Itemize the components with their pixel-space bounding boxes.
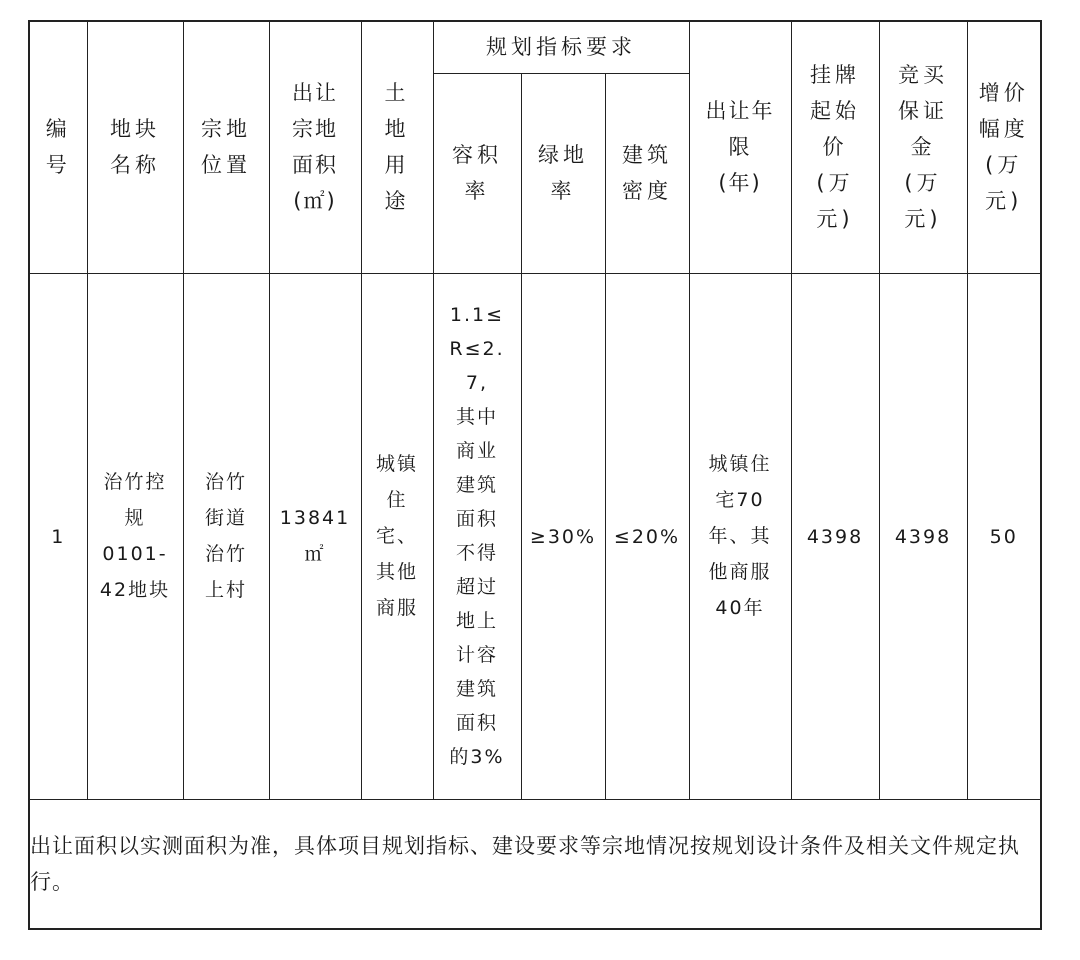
cell-far — [433, 273, 521, 799]
header-name-label: 地块 名称 — [110, 117, 160, 178]
cell-name-value: 治竹控 规 0101- 42地块 — [99, 471, 171, 601]
header-far — [433, 73, 521, 273]
header-name — [87, 21, 183, 273]
header-green — [521, 73, 605, 273]
cell-green — [521, 273, 605, 799]
header-start-price — [791, 21, 879, 273]
header-density — [605, 73, 689, 273]
cell-green-value: ≥30% — [529, 525, 597, 548]
header-far-label: 容积 率 — [452, 143, 502, 203]
cell-increment — [967, 273, 1041, 799]
note-cell — [29, 799, 1041, 929]
header-planning-group-label: 规划指标要求 — [486, 35, 636, 60]
header-increment — [967, 21, 1041, 273]
cell-area-value: 13841 ㎡ — [279, 507, 351, 565]
header-no — [29, 21, 87, 273]
header-location — [183, 21, 269, 273]
cell-deposit — [879, 273, 967, 799]
cell-far-value: 1.1≤ R≤2. 7, 其中 商业 建筑 面积 不得 超过 地上 计容 建筑 面积 的3% — [449, 304, 505, 768]
cell-no — [29, 273, 87, 799]
header-use-label: 土 地 用 途 — [384, 81, 410, 214]
header-start-price-label: 挂牌 起始 价 (万 元) — [810, 63, 861, 232]
cell-area — [269, 273, 361, 799]
cell-name — [87, 273, 183, 799]
header-area — [269, 21, 361, 273]
header-area-label: 出让 宗地 面积 (㎡) — [292, 81, 338, 214]
table-row — [29, 273, 1041, 799]
cell-location — [183, 273, 269, 799]
header-row-1 — [29, 21, 1041, 73]
note-row — [29, 799, 1041, 929]
cell-density — [605, 273, 689, 799]
note-text: 出让面积以实测面积为准，具体项目规划指标、建设要求等宗地情况按规划设计条件及相关文件规定执行。 — [30, 833, 1020, 894]
header-no-label: 编 号 — [45, 117, 71, 178]
cell-term — [689, 273, 791, 799]
cell-start-price — [791, 273, 879, 799]
cell-use — [361, 273, 433, 799]
cell-no-value: 1 — [51, 525, 66, 548]
header-planning-group — [433, 21, 689, 73]
header-use — [361, 21, 433, 273]
header-location-label: 宗地 位置 — [201, 117, 251, 178]
header-deposit-label: 竞买 保证 金 (万 元) — [898, 63, 949, 232]
header-term-label: 出让年 限 (年) — [705, 99, 775, 196]
header-green-label: 绿地 率 — [538, 143, 588, 203]
header-deposit — [879, 21, 967, 273]
header-term — [689, 21, 791, 273]
header-increment-label: 增价 幅度 (万 元) — [978, 81, 1029, 214]
land-transfer-table-wrapper — [28, 20, 1040, 930]
cell-location-value: 治竹 街道 治竹 上村 — [204, 471, 247, 601]
cell-start-price-value: 4398 — [806, 525, 864, 548]
cell-increment-value: 50 — [989, 525, 1018, 548]
cell-density-value: ≤20% — [613, 525, 681, 548]
cell-term-value: 城镇住 宅70 年、其 他商服 40年 — [708, 453, 772, 619]
land-transfer-table — [28, 20, 1042, 930]
cell-deposit-value: 4398 — [894, 525, 952, 548]
header-density-label: 建筑 密度 — [622, 143, 672, 203]
cell-use-value: 城镇 住 宅、 其他 商服 — [375, 453, 418, 619]
